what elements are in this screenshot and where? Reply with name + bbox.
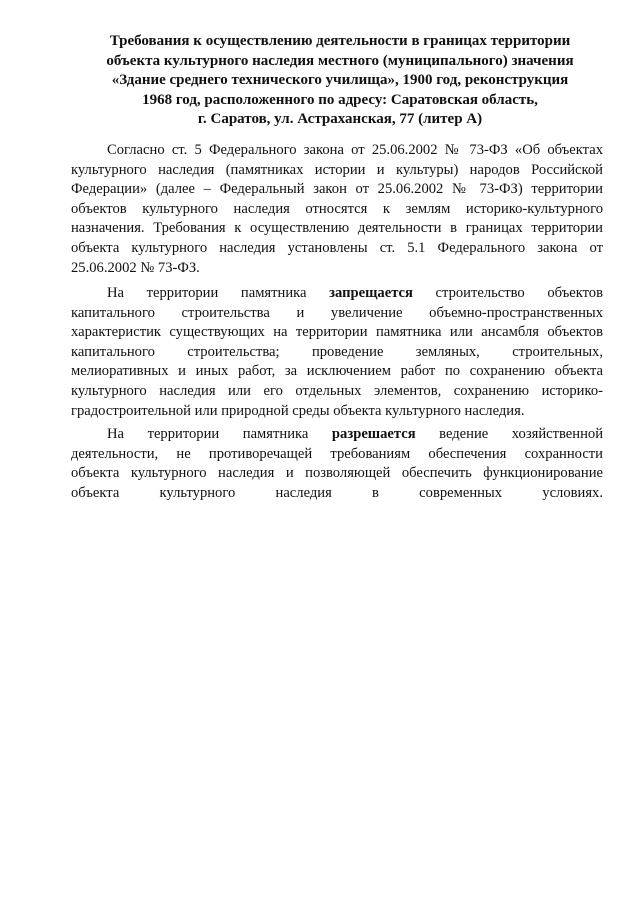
paragraph-line: капитального строительства и увеличение объемно-пространственных xyxy=(71,304,603,321)
paragraph-line: деятельности, не противоречащей требованиям обеспечения сохранности xyxy=(71,445,603,462)
paragraph-line: Согласно ст. 5 Федерального закона от 25.06.2002 № 73-ФЗ «Об объектах xyxy=(107,142,603,158)
title-line: 1968 год, расположенного по адресу: Саратовская область, xyxy=(142,91,538,108)
paragraph-line: мелиоративных и иных работ, за исключением работ по сохранению объекта xyxy=(71,363,603,380)
paragraph-line: характеристик существующих на территории памятника или ансамбля объектов xyxy=(71,324,603,341)
paragraph-line: Федерации» (далее – Федеральный закон от 25.06.2002 № 73-ФЗ) территории xyxy=(71,181,603,198)
title-line: г. Саратов, ул. Астраханская, 77 (литер А) xyxy=(197,111,483,127)
prohibited-keyword: запрещается xyxy=(329,285,413,301)
title-line: «Здание среднего технического училища», 1900 год, реконструкция xyxy=(111,72,569,88)
document-title xyxy=(70,32,610,130)
paragraph-line: объекта культурного наследия и позволяющей обеспечить функционирование xyxy=(71,465,603,482)
paragraph-line: культурного наследия (памятниках истории и культуры) народов Российской xyxy=(71,161,603,178)
paragraph-permissions xyxy=(71,425,603,503)
paragraph-line: На территории памятника разрешается ведение хозяйственной xyxy=(107,426,603,442)
paragraph-line: объектов культурного наследия относятся к землям историко-культурного xyxy=(71,200,603,217)
paragraph-legal-basis xyxy=(71,141,603,278)
permitted-keyword: разрешается xyxy=(331,426,416,442)
paragraph-line: назначения. Требования к осуществлению деятельности в границах территории xyxy=(71,220,603,237)
paragraph-line: 25.06.2002 № 73-ФЗ. xyxy=(71,259,200,276)
paragraph-line: объекта культурного наследия в современных условиях. xyxy=(71,484,603,501)
title-line: Требования к осуществлению деятельности в границах территории xyxy=(109,33,571,49)
paragraph-line: объекта культурного наследия установлены ст. 5.1 Федерального закона от xyxy=(71,239,603,256)
title-line: объекта культурного наследия местного (муниципального) значения xyxy=(106,52,574,69)
paragraph-prohibitions xyxy=(71,284,603,421)
paragraph-line: капитального строительства; проведение земляных, строительных, xyxy=(71,343,603,360)
paragraph-line: На территории памятника запрещается строительство объектов xyxy=(107,285,603,301)
paragraph-line: культурного наследия или его отдельных элементов, сохранению историко- xyxy=(71,382,603,399)
paragraph-line: градостроительной или природной среды объекта культурного наследия. xyxy=(71,402,525,419)
